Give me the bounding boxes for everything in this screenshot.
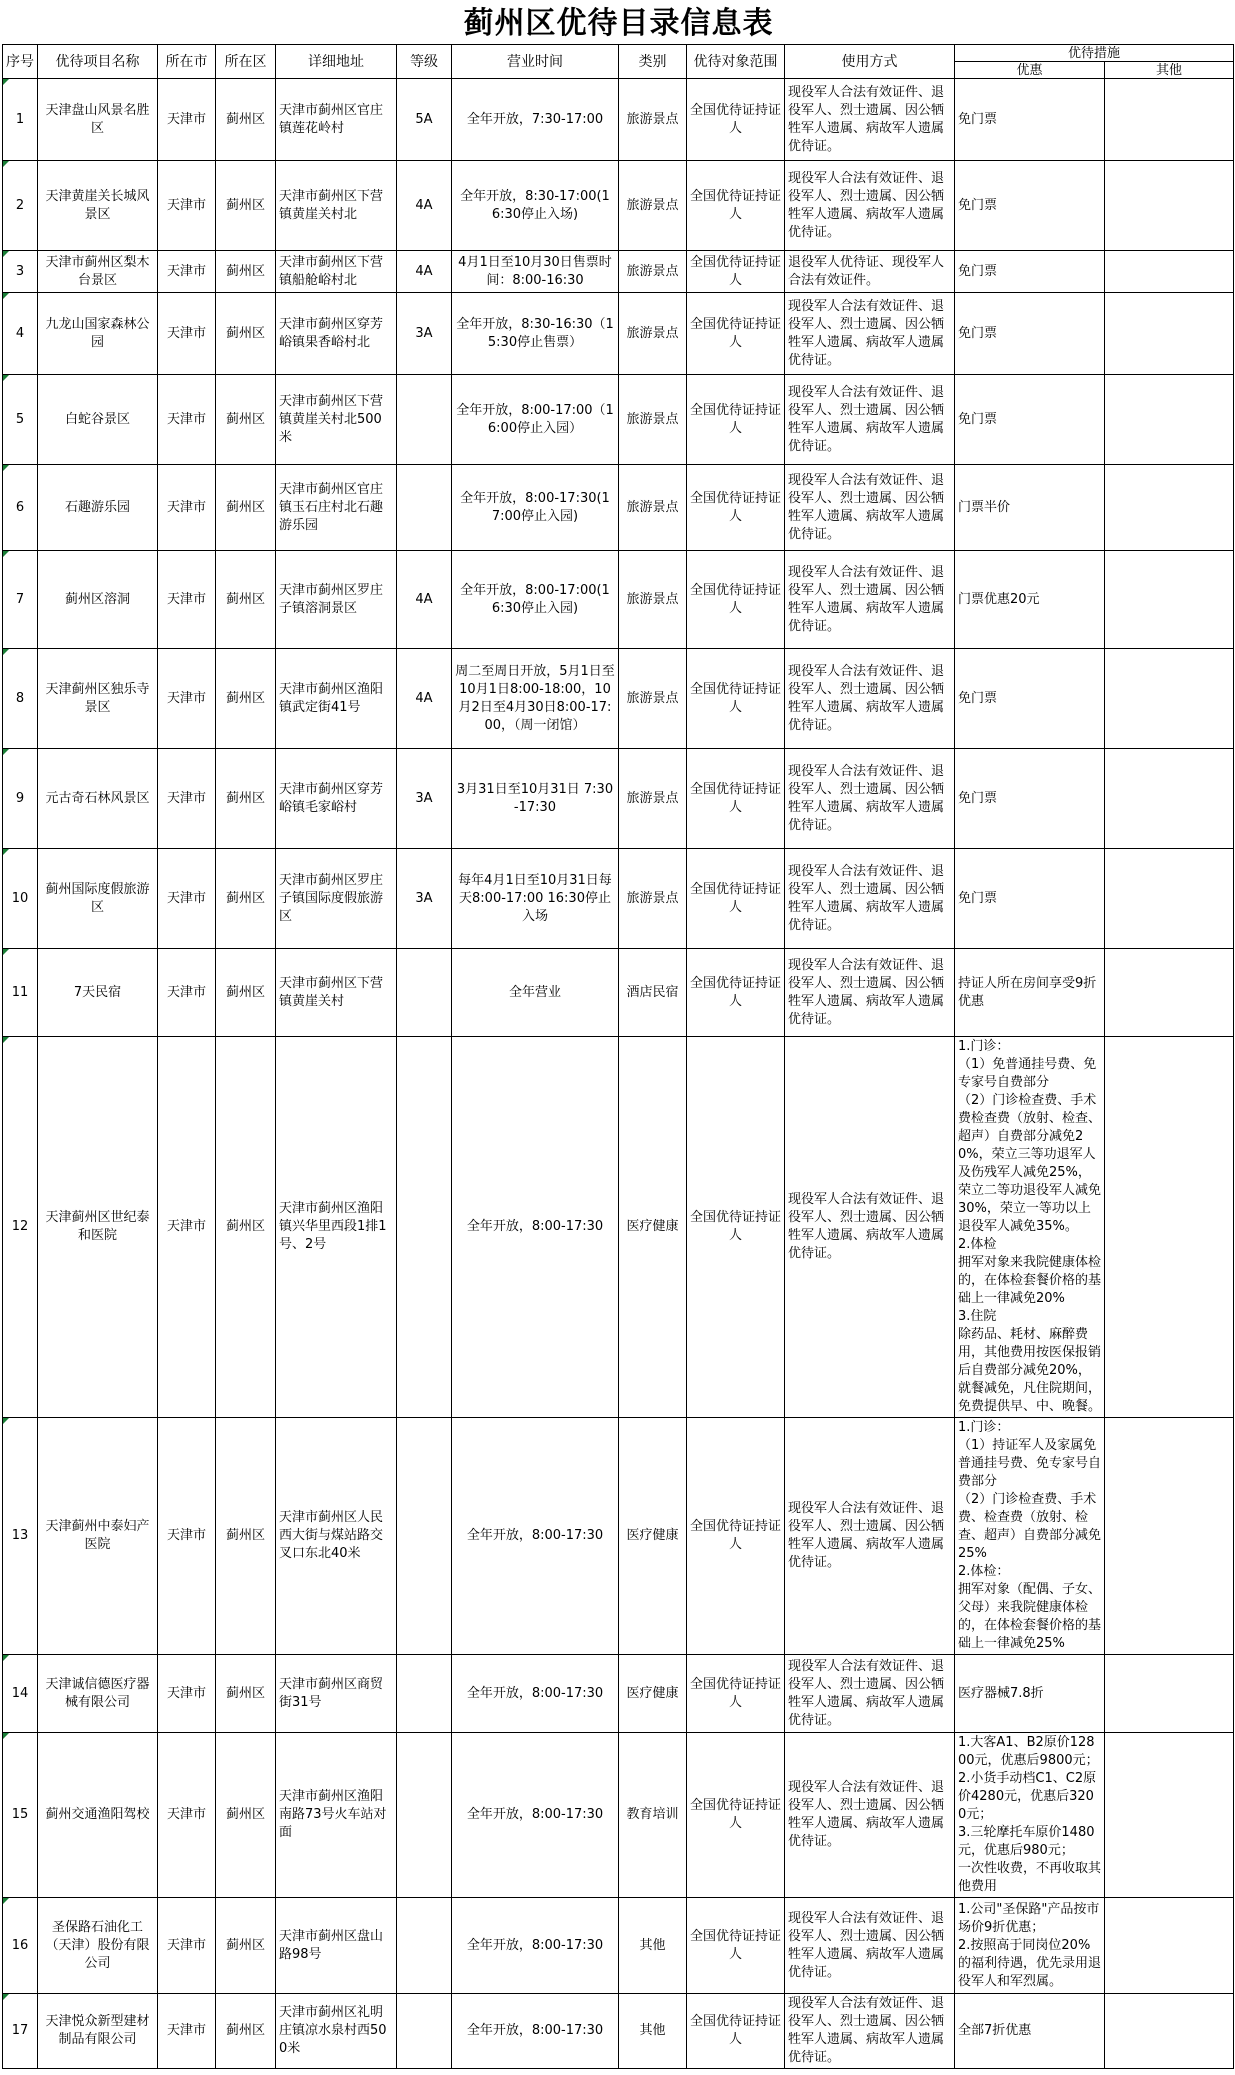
row-name: 天津盘山风景名胜区 bbox=[38, 79, 158, 161]
row-name: 天津市蓟州区梨木台景区 bbox=[38, 251, 158, 293]
row-usage: 现役军人合法有效证件、退役军人、烈士遗属、因公牺牲军人遗属、病故军人遗属优待证。 bbox=[785, 375, 955, 465]
row-hours: 全年开放，8:30-16:30（15:30停止售票） bbox=[452, 293, 619, 375]
row-level: 4A bbox=[397, 161, 452, 251]
row-category: 旅游景点 bbox=[619, 849, 687, 949]
table-row bbox=[3, 161, 1234, 251]
table-row bbox=[3, 79, 1234, 161]
row-category: 旅游景点 bbox=[619, 465, 687, 551]
row-address: 天津市蓟州区下营镇黄崖关村北 bbox=[276, 161, 397, 251]
table-row bbox=[3, 375, 1234, 465]
row-category: 旅游景点 bbox=[619, 293, 687, 375]
row-name: 圣保路石油化工（天津）股份有限公司 bbox=[38, 1898, 158, 1994]
row-level: 3A bbox=[397, 849, 452, 949]
table-row bbox=[3, 465, 1234, 551]
page-title: 蓟州区优待目录信息表 bbox=[463, 6, 774, 41]
row-hours: 全年开放，8:00-17:30(17:00停止入园) bbox=[452, 465, 619, 551]
row-address: 天津市蓟州区礼明庄镇凉水泉村西500米 bbox=[276, 1994, 397, 2069]
row-scope: 全国优待证持证人 bbox=[687, 375, 785, 465]
row-seq: 4 bbox=[3, 293, 38, 375]
row-category: 旅游景点 bbox=[619, 649, 687, 749]
row-other bbox=[1105, 375, 1234, 465]
row-usage: 现役军人合法有效证件、退役军人、烈士遗属、因公牺牲军人遗属、病故军人遗属优待证。 bbox=[785, 161, 955, 251]
row-seq: 15 bbox=[3, 1733, 38, 1898]
row-address: 天津市蓟州区渔阳镇武定街41号 bbox=[276, 649, 397, 749]
row-other bbox=[1105, 251, 1234, 293]
table-body bbox=[3, 79, 1234, 2069]
row-name: 天津黄崖关长城风景区 bbox=[38, 161, 158, 251]
row-category: 酒店民宿 bbox=[619, 949, 687, 1037]
row-hours: 3月31日至10月31日 7:30-17:30 bbox=[452, 749, 619, 849]
row-district: 蓟州区 bbox=[216, 161, 276, 251]
row-name: 天津蓟州区独乐寺景区 bbox=[38, 649, 158, 749]
row-other bbox=[1105, 1733, 1234, 1898]
row-city: 天津市 bbox=[158, 1733, 216, 1898]
row-usage: 现役军人合法有效证件、退役军人、烈士遗属、因公牺牲军人遗属、病故军人遗属优待证。 bbox=[785, 849, 955, 949]
row-city: 天津市 bbox=[158, 649, 216, 749]
row-seq: 14 bbox=[3, 1655, 38, 1733]
row-hours: 全年开放，8:00-17:30 bbox=[452, 1418, 619, 1655]
row-city: 天津市 bbox=[158, 1994, 216, 2069]
row-district: 蓟州区 bbox=[216, 551, 276, 649]
row-address: 天津市蓟州区罗庄子镇国际度假旅游区 bbox=[276, 849, 397, 949]
row-discount: 免门票 bbox=[955, 849, 1105, 949]
row-district: 蓟州区 bbox=[216, 1898, 276, 1994]
row-level: 4A bbox=[397, 251, 452, 293]
row-hours: 全年开放，8:00-17:30 bbox=[452, 1733, 619, 1898]
row-category: 旅游景点 bbox=[619, 251, 687, 293]
row-seq: 8 bbox=[3, 649, 38, 749]
row-discount: 免门票 bbox=[955, 375, 1105, 465]
row-scope: 全国优待证持证人 bbox=[687, 949, 785, 1037]
row-level bbox=[397, 1037, 452, 1418]
row-seq: 1 bbox=[3, 79, 38, 161]
row-other bbox=[1105, 1418, 1234, 1655]
row-hours: 每年4月1日至10月31日每天8:00-17:00 16:30停止入场 bbox=[452, 849, 619, 949]
row-seq: 17 bbox=[3, 1994, 38, 2069]
row-discount: 免门票 bbox=[955, 161, 1105, 251]
row-discount: 1.大客A1、B2原价12800元，优惠后9800元； 2.小货手动档C1、C2原价4280元，优惠后3200元； 3.三轮摩托车原价1480元，优惠后980元； 一次性收费，不再收取其他费用 bbox=[955, 1733, 1105, 1898]
header-name: 优待项目名称 bbox=[38, 45, 158, 79]
row-address: 天津市蓟州区人民西大街与煤站路交叉口东北40米 bbox=[276, 1418, 397, 1655]
row-hours: 全年开放，8:00-17:30 bbox=[452, 1994, 619, 2069]
row-seq: 2 bbox=[3, 161, 38, 251]
row-category: 医疗健康 bbox=[619, 1418, 687, 1655]
row-seq: 5 bbox=[3, 375, 38, 465]
row-address: 天津市蓟州区穿芳峪镇毛家峪村 bbox=[276, 749, 397, 849]
row-city: 天津市 bbox=[158, 749, 216, 849]
row-usage: 现役军人合法有效证件、退役军人、烈士遗属、因公牺牲军人遗属、病故军人遗属优待证。 bbox=[785, 949, 955, 1037]
row-address: 天津市蓟州区盘山路98号 bbox=[276, 1898, 397, 1994]
row-seq: 9 bbox=[3, 749, 38, 849]
header-usage: 使用方式 bbox=[785, 45, 955, 79]
row-category: 其他 bbox=[619, 1994, 687, 2069]
row-discount: 1.门诊： （1）持证军人及家属免普通挂号费、免专家号自费部分 （2）门诊检查费、手术费、检查费（放射、检查、超声）自费部分减免25% 2.体检： 拥军对象（配偶、子女、父母）来我院健康体检的，在体检套餐价格的基础上一律减免25% bbox=[955, 1418, 1105, 1655]
table-row bbox=[3, 1418, 1234, 1655]
row-scope: 全国优待证持证人 bbox=[687, 749, 785, 849]
row-address: 天津市蓟州区下营镇船舱峪村北 bbox=[276, 251, 397, 293]
row-city: 天津市 bbox=[158, 161, 216, 251]
row-level bbox=[397, 1655, 452, 1733]
row-other bbox=[1105, 1037, 1234, 1418]
row-hours: 4月1日至10月30日售票时间：8:00-16:30 bbox=[452, 251, 619, 293]
header-scope: 优待对象范围 bbox=[687, 45, 785, 79]
row-district: 蓟州区 bbox=[216, 649, 276, 749]
table-row bbox=[3, 1655, 1234, 1733]
row-other bbox=[1105, 1994, 1234, 2069]
row-scope: 全国优待证持证人 bbox=[687, 1898, 785, 1994]
row-usage: 现役军人合法有效证件、退役军人、烈士遗属、因公牺牲军人遗属、病故军人遗属优待证。 bbox=[785, 1037, 955, 1418]
row-hours: 全年开放，8:00-17:30 bbox=[452, 1655, 619, 1733]
row-district: 蓟州区 bbox=[216, 293, 276, 375]
row-usage: 退役军人优待证、现役军人合法有效证件。 bbox=[785, 251, 955, 293]
row-address: 天津市蓟州区罗庄子镇溶洞景区 bbox=[276, 551, 397, 649]
row-district: 蓟州区 bbox=[216, 1994, 276, 2069]
row-other bbox=[1105, 949, 1234, 1037]
row-other bbox=[1105, 79, 1234, 161]
row-scope: 全国优待证持证人 bbox=[687, 465, 785, 551]
row-seq: 12 bbox=[3, 1037, 38, 1418]
header-hours: 营业时间 bbox=[452, 45, 619, 79]
row-discount: 医疗器械7.8折 bbox=[955, 1655, 1105, 1733]
row-level bbox=[397, 1418, 452, 1655]
row-hours: 全年开放，8:00-17:30 bbox=[452, 1037, 619, 1418]
row-usage: 现役军人合法有效证件、退役军人、烈士遗属、因公牺牲军人遗属、病故军人遗属优待证。 bbox=[785, 293, 955, 375]
row-address: 天津市蓟州区穿芳峪镇果香峪村北 bbox=[276, 293, 397, 375]
row-level bbox=[397, 465, 452, 551]
row-usage: 现役军人合法有效证件、退役军人、烈士遗属、因公牺牲军人遗属、病故军人遗属优待证。 bbox=[785, 1418, 955, 1655]
row-name: 蓟州区溶洞 bbox=[38, 551, 158, 649]
row-discount: 免门票 bbox=[955, 293, 1105, 375]
row-city: 天津市 bbox=[158, 1037, 216, 1418]
row-address: 天津市蓟州区下营镇黄崖关村 bbox=[276, 949, 397, 1037]
row-hours: 周二至周日开放，5月1日至10月1日8:00-18:00，10月2日至4月30日8:00-17:00，（周一闭馆） bbox=[452, 649, 619, 749]
row-discount: 1.门诊： （1）免普通挂号费、免专家号自费部分 （2）门诊检查费、手术费检查费（放射、检查、超声）自费部分减免20%，荣立三等功退军人及伤残军人减免25%，荣立二等功退役军人减免30%，荣立一等功以上退役军人减免35%。 2.体检 拥军对象来我院健康体检的，在体检套餐价格的基础上一律减免20% 3.住院 除药品、耗材、麻醉费用，其他费用按医保报销后自费部分减免20%， 就餐减免，凡住院期间，免费提供早、中、晚餐。 bbox=[955, 1037, 1105, 1418]
table-row bbox=[3, 293, 1234, 375]
row-level: 5A bbox=[397, 79, 452, 161]
row-usage: 现役军人合法有效证件、退役军人、烈士遗属、因公牺牲军人遗属、病故军人遗属优待证。 bbox=[785, 551, 955, 649]
row-city: 天津市 bbox=[158, 1898, 216, 1994]
row-hours: 全年开放，8:30-17:00(16:30停止入场) bbox=[452, 161, 619, 251]
row-city: 天津市 bbox=[158, 849, 216, 949]
row-discount: 1.公司"圣保路"产品按市场价9折优惠； 2.按照高于同岗位20%的福利待遇，优先录用退役军人和军烈属。 bbox=[955, 1898, 1105, 1994]
header-city: 所在市 bbox=[158, 45, 216, 79]
row-seq: 6 bbox=[3, 465, 38, 551]
table-row bbox=[3, 749, 1234, 849]
row-level bbox=[397, 375, 452, 465]
row-name: 天津悦众新型建材制品有限公司 bbox=[38, 1994, 158, 2069]
header-other: 其他 bbox=[1105, 62, 1234, 79]
row-city: 天津市 bbox=[158, 251, 216, 293]
row-city: 天津市 bbox=[158, 1655, 216, 1733]
row-district: 蓟州区 bbox=[216, 1037, 276, 1418]
row-scope: 全国优待证持证人 bbox=[687, 251, 785, 293]
header-seq: 序号 bbox=[3, 45, 38, 79]
row-city: 天津市 bbox=[158, 375, 216, 465]
row-address: 天津市蓟州区官庄镇莲花岭村 bbox=[276, 79, 397, 161]
row-name: 九龙山国家森林公园 bbox=[38, 293, 158, 375]
table-row bbox=[3, 1994, 1234, 2069]
header-level: 等级 bbox=[397, 45, 452, 79]
row-name: 天津诚信德医疗器械有限公司 bbox=[38, 1655, 158, 1733]
row-seq: 3 bbox=[3, 251, 38, 293]
row-discount: 门票优惠20元 bbox=[955, 551, 1105, 649]
row-hours: 全年营业 bbox=[452, 949, 619, 1037]
row-discount: 持证人所在房间享受9折优惠 bbox=[955, 949, 1105, 1037]
row-district: 蓟州区 bbox=[216, 749, 276, 849]
row-scope: 全国优待证持证人 bbox=[687, 649, 785, 749]
row-address: 天津市蓟州区官庄镇玉石庄村北石趣游乐园 bbox=[276, 465, 397, 551]
row-city: 天津市 bbox=[158, 1418, 216, 1655]
row-other bbox=[1105, 1655, 1234, 1733]
row-level: 3A bbox=[397, 749, 452, 849]
row-category: 旅游景点 bbox=[619, 749, 687, 849]
row-hours: 全年开放，8:00-17:00(16:30停止入园) bbox=[452, 551, 619, 649]
row-discount: 门票半价 bbox=[955, 465, 1105, 551]
row-category: 旅游景点 bbox=[619, 375, 687, 465]
row-usage: 现役军人合法有效证件、退役军人、烈士遗属、因公牺牲军人遗属、病故军人遗属优待证。 bbox=[785, 465, 955, 551]
row-other bbox=[1105, 465, 1234, 551]
row-name: 7天民宿 bbox=[38, 949, 158, 1037]
row-discount: 免门票 bbox=[955, 649, 1105, 749]
row-other bbox=[1105, 1898, 1234, 1994]
row-seq: 13 bbox=[3, 1418, 38, 1655]
row-district: 蓟州区 bbox=[216, 79, 276, 161]
row-address: 天津市蓟州区渔阳镇兴华里西段1排1号、2号 bbox=[276, 1037, 397, 1418]
row-category: 其他 bbox=[619, 1898, 687, 1994]
row-other bbox=[1105, 749, 1234, 849]
row-district: 蓟州区 bbox=[216, 949, 276, 1037]
row-scope: 全国优待证持证人 bbox=[687, 1655, 785, 1733]
table-row bbox=[3, 551, 1234, 649]
table-row bbox=[3, 849, 1234, 949]
preferential-table bbox=[2, 44, 1234, 2069]
row-category: 医疗健康 bbox=[619, 1037, 687, 1418]
row-city: 天津市 bbox=[158, 293, 216, 375]
row-name: 蓟州交通渔阳驾校 bbox=[38, 1733, 158, 1898]
table-row bbox=[3, 1733, 1234, 1898]
row-level bbox=[397, 1994, 452, 2069]
row-district: 蓟州区 bbox=[216, 1418, 276, 1655]
row-address: 天津市蓟州区渔阳南路73号火车站对面 bbox=[276, 1733, 397, 1898]
row-scope: 全国优待证持证人 bbox=[687, 1733, 785, 1898]
row-hours: 全年开放，8:00-17:00（16:00停止入园） bbox=[452, 375, 619, 465]
row-address: 天津市蓟州区下营镇黄崖关村北500米 bbox=[276, 375, 397, 465]
row-address: 天津市蓟州区商贸街31号 bbox=[276, 1655, 397, 1733]
row-level: 3A bbox=[397, 293, 452, 375]
header-category: 类别 bbox=[619, 45, 687, 79]
row-district: 蓟州区 bbox=[216, 1733, 276, 1898]
row-category: 旅游景点 bbox=[619, 551, 687, 649]
row-district: 蓟州区 bbox=[216, 375, 276, 465]
row-scope: 全国优待证持证人 bbox=[687, 161, 785, 251]
row-seq: 11 bbox=[3, 949, 38, 1037]
row-usage: 现役军人合法有效证件、退役军人、烈士遗属、因公牺牲军人遗属、病故军人遗属优待证。 bbox=[785, 1655, 955, 1733]
table-row bbox=[3, 649, 1234, 749]
header-measures: 优待措施 bbox=[955, 45, 1234, 62]
row-scope: 全国优待证持证人 bbox=[687, 293, 785, 375]
row-scope: 全国优待证持证人 bbox=[687, 551, 785, 649]
header-discount: 优惠 bbox=[955, 62, 1105, 79]
row-other bbox=[1105, 293, 1234, 375]
row-category: 教育培训 bbox=[619, 1733, 687, 1898]
row-city: 天津市 bbox=[158, 465, 216, 551]
row-discount: 免门票 bbox=[955, 79, 1105, 161]
header-row bbox=[3, 45, 1234, 62]
row-category: 医疗健康 bbox=[619, 1655, 687, 1733]
row-name: 白蛇谷景区 bbox=[38, 375, 158, 465]
row-other bbox=[1105, 649, 1234, 749]
row-name: 天津蓟州区世纪泰和医院 bbox=[38, 1037, 158, 1418]
table-row bbox=[3, 949, 1234, 1037]
row-city: 天津市 bbox=[158, 551, 216, 649]
row-seq: 16 bbox=[3, 1898, 38, 1994]
row-usage: 现役军人合法有效证件、退役军人、烈士遗属、因公牺牲军人遗属、病故军人遗属优待证。 bbox=[785, 1898, 955, 1994]
row-level bbox=[397, 1733, 452, 1898]
row-level: 4A bbox=[397, 551, 452, 649]
row-district: 蓟州区 bbox=[216, 251, 276, 293]
row-district: 蓟州区 bbox=[216, 849, 276, 949]
row-level: 4A bbox=[397, 649, 452, 749]
row-usage: 现役军人合法有效证件、退役军人、烈士遗属、因公牺牲军人遗属、病故军人遗属优待证。 bbox=[785, 649, 955, 749]
row-category: 旅游景点 bbox=[619, 79, 687, 161]
row-level bbox=[397, 1898, 452, 1994]
table-row bbox=[3, 1037, 1234, 1418]
row-scope: 全国优待证持证人 bbox=[687, 1994, 785, 2069]
row-city: 天津市 bbox=[158, 949, 216, 1037]
table-row bbox=[3, 251, 1234, 293]
row-hours: 全年开放，7:30-17:00 bbox=[452, 79, 619, 161]
row-district: 蓟州区 bbox=[216, 1655, 276, 1733]
row-hours: 全年开放，8:00-17:30 bbox=[452, 1898, 619, 1994]
row-discount: 免门票 bbox=[955, 749, 1105, 849]
row-discount: 全部7折优惠 bbox=[955, 1994, 1105, 2069]
row-other bbox=[1105, 551, 1234, 649]
row-usage: 现役军人合法有效证件、退役军人、烈士遗属、因公牺牲军人遗属、病故军人遗属优待证。 bbox=[785, 749, 955, 849]
header-district: 所在区 bbox=[216, 45, 276, 79]
row-scope: 全国优待证持证人 bbox=[687, 1418, 785, 1655]
header-address: 详细地址 bbox=[276, 45, 397, 79]
row-name: 天津蓟州中泰妇产医院 bbox=[38, 1418, 158, 1655]
row-name: 元古奇石林风景区 bbox=[38, 749, 158, 849]
row-name: 蓟州国际度假旅游区 bbox=[38, 849, 158, 949]
row-category: 旅游景点 bbox=[619, 161, 687, 251]
row-usage: 现役军人合法有效证件、退役军人、烈士遗属、因公牺牲军人遗属、病故军人遗属优待证。 bbox=[785, 1733, 955, 1898]
table-row bbox=[3, 1898, 1234, 1994]
row-usage: 现役军人合法有效证件、退役军人、烈士遗属、因公牺牲军人遗属、病故军人遗属优待证。 bbox=[785, 79, 955, 161]
row-seq: 10 bbox=[3, 849, 38, 949]
row-city: 天津市 bbox=[158, 79, 216, 161]
row-other bbox=[1105, 849, 1234, 949]
row-seq: 7 bbox=[3, 551, 38, 649]
row-name: 石趣游乐园 bbox=[38, 465, 158, 551]
row-usage: 现役军人合法有效证件、退役军人、烈士遗属、因公牺牲军人遗属、病故军人遗属优待证。 bbox=[785, 1994, 955, 2069]
row-level bbox=[397, 949, 452, 1037]
row-scope: 全国优待证持证人 bbox=[687, 849, 785, 949]
row-scope: 全国优待证持证人 bbox=[687, 1037, 785, 1418]
row-district: 蓟州区 bbox=[216, 465, 276, 551]
row-discount: 免门票 bbox=[955, 251, 1105, 293]
row-scope: 全国优待证持证人 bbox=[687, 79, 785, 161]
row-other bbox=[1105, 161, 1234, 251]
